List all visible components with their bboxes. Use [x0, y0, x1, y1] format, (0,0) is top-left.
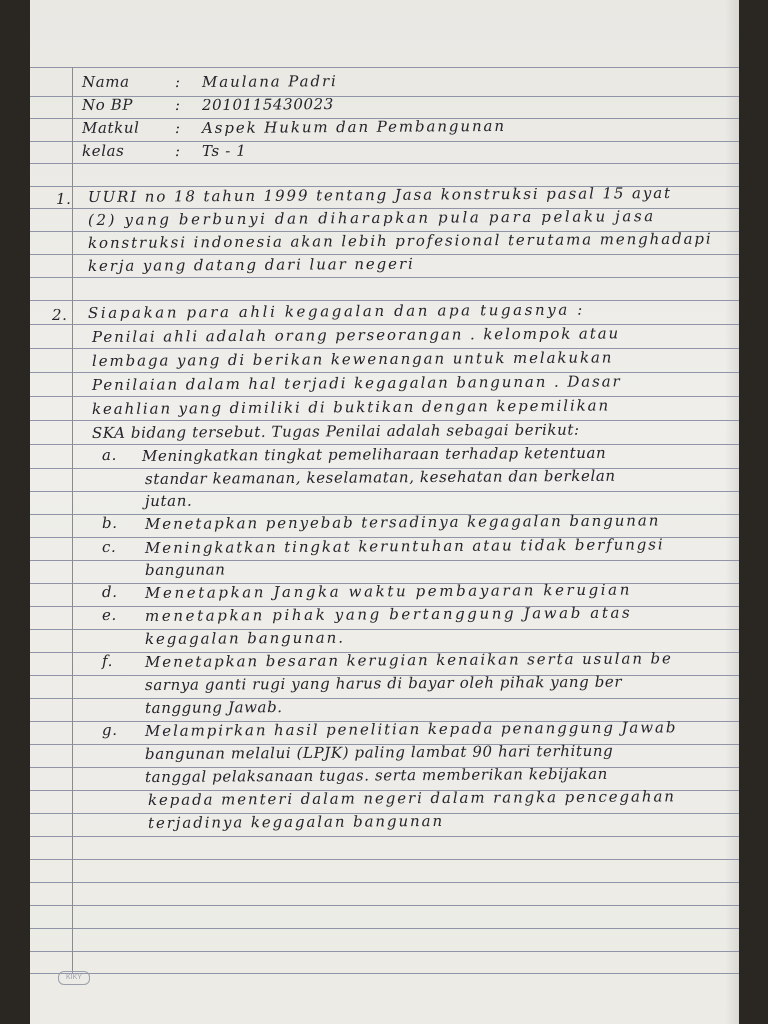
- answer-1-line: kerja yang datang dari luar negeri: [87, 254, 415, 275]
- item-c-line: bangunan: [144, 560, 226, 579]
- item-e-line: menetapkan pihak yang bertanggung Jawab atas: [144, 603, 633, 625]
- answer-1-line: (2) yang berbunyi dan diharapkan pula para pelaku jasa: [87, 207, 656, 229]
- item-c-line: Meningkatkan tingkat keruntuhan atau tidak berfungsi: [144, 535, 665, 557]
- answer-2-line: Penilai ahli adalah orang perseorangan . kelompok atau: [91, 324, 621, 346]
- item-a-line: standar keamanan, keselamatan, kesehatan dan berkelan: [144, 466, 616, 488]
- item-g-line: terjadinya kegagalan bangunan: [147, 811, 445, 832]
- answer-2-line: SKA bidang tersebut. Tugas Penilai adalah sebagai berikut:: [91, 420, 580, 442]
- answer-2-line: lembaga yang di berikan kewenangan untuk melakukan: [91, 348, 614, 370]
- item-d-letter: d.: [101, 582, 118, 601]
- handwritten-content: [30, 0, 739, 1024]
- answer-2-line: keahlian yang dimiliki di buktikan dengan kepemilikan: [91, 396, 611, 418]
- name-value: Maulana Padri: [201, 72, 338, 91]
- item-a-letter: a.: [101, 445, 117, 464]
- item-f-line: sarnya ganti rugi yang harus di bayar oleh pihak yang ber: [144, 672, 623, 694]
- item-d-line: Menetapkan Jangka waktu pembayaran kerugian: [144, 580, 633, 602]
- class-separator: :: [174, 141, 181, 160]
- item-f-line: tanggung Jawab.: [144, 698, 283, 717]
- bp-label: No BP: [81, 95, 134, 114]
- item-c-letter: c.: [101, 537, 117, 556]
- item-e-line: kegagalan bangunan.: [144, 628, 345, 648]
- notebook-brand-stamp: KIKY: [58, 971, 90, 985]
- answer-1-line: UURI no 18 tahun 1999 tentang Jasa konstruksi pasal 15 ayat: [87, 183, 673, 206]
- item-f-line: Menetapkan besaran kerugian kenaikan serta usulan be: [144, 649, 673, 671]
- name-label: Nama: [81, 72, 130, 91]
- item-b-line: Menetapkan penyebab tersadinya kegagalan bangunan: [144, 511, 661, 533]
- item-a-line: jutan.: [144, 491, 193, 510]
- answer-1-number: 1.: [55, 189, 72, 208]
- answer-2-question: Siapakan para ahli kegagalan dan apa tugasnya :: [87, 300, 585, 322]
- answer-2-number: 2.: [51, 305, 68, 324]
- course-separator: :: [174, 118, 181, 137]
- answer-2-line: Penilaian dalam hal terjadi kegagalan bangunan . Dasar: [91, 372, 622, 394]
- item-g-letter: g.: [101, 720, 118, 739]
- item-g-line: tanggal pelaksanaan tugas. serta memberikan kebijakan: [144, 764, 608, 786]
- name-separator: :: [174, 72, 181, 91]
- item-a-line: Meningkatkan tingkat pemeliharaan terhadap ketentuan: [141, 443, 607, 465]
- item-b-letter: b.: [101, 513, 118, 532]
- item-f-letter: f.: [101, 651, 114, 670]
- course-label: Matkul: [81, 118, 140, 137]
- class-label: kelas: [81, 141, 125, 160]
- course-value: Aspek Hukum dan Pembangunan: [201, 116, 506, 137]
- item-g-line: kepada menteri dalam negeri dalam rangka pencegahan: [147, 787, 676, 809]
- item-g-line: bangunan melalui (LPJK) paling lambat 90 hari terhitung: [144, 741, 614, 763]
- bp-separator: :: [174, 95, 181, 114]
- answer-1-line: konstruksi indonesia akan lebih profesional terutama menghadapi: [87, 229, 713, 252]
- bp-value: 2010115430023: [201, 95, 334, 114]
- item-g-line: Melampirkan hasil penelitian kepada penanggung Jawab: [144, 718, 678, 740]
- item-e-letter: e.: [101, 605, 117, 624]
- notebook-page: [30, 0, 739, 1024]
- class-value: Ts - 1: [201, 141, 247, 160]
